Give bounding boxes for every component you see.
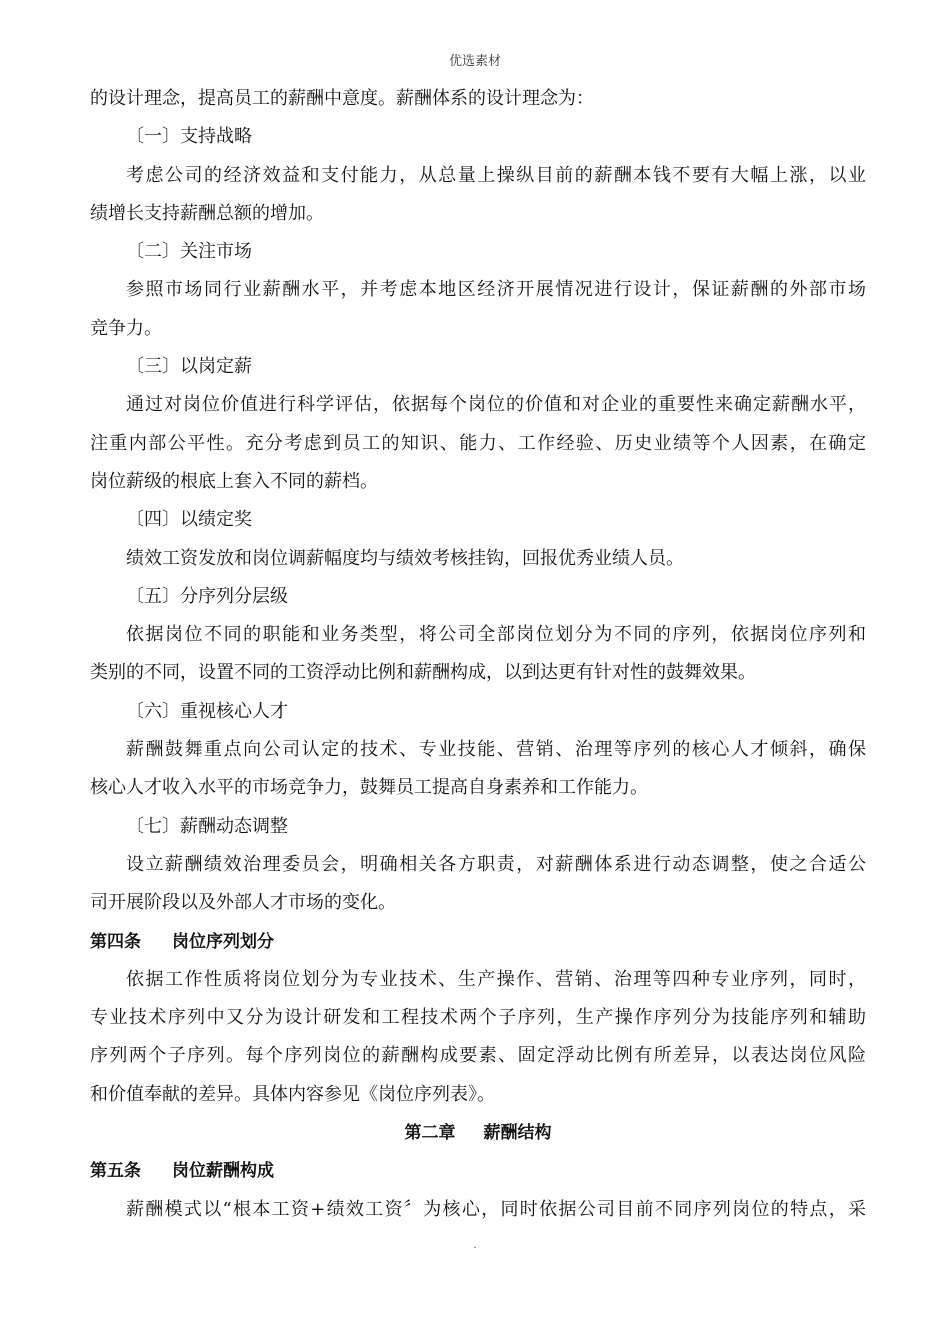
paragraph-line: 依据工作性质将岗位划分为专业技术、生产操作、营销、治理等四种专业序列，同时， [126,968,866,990]
section-heading-3: 〔三〕以岗定薪 [126,356,252,378]
section-heading-6: 〔六〕重视核心人才 [126,700,288,722]
article-number: 第五条 [90,1161,141,1182]
section-heading-4: 〔四〕以绩定奖 [126,509,252,531]
paragraph-line: 核心人才收入水平的市场竞争力，鼓舞员工提高自身素养和工作能力。 [90,777,648,799]
article-title: 岗位薪酬构成 [172,1161,274,1182]
paragraph-line: 薪酬鼓舞重点向公司认定的技术、专业技能、营销、治理等序列的核心人才倾斜，确保 [126,739,866,761]
chapter-title: 薪酬结构 [483,1123,552,1144]
page-header: 优选素材 [448,54,501,69]
paragraph-line: 绩增长支持薪酬总额的增加。 [90,202,324,224]
paragraph-line: 考虑公司的经济效益和支付能力，从总量上操纵目前的薪酬本钱不要有大幅上涨，以业 [126,164,866,186]
paragraph-line: 注重内部公平性。充分考虑到员工的知识、能力、工作经验、历史业绩等个人因素，在确定 [90,432,866,454]
paragraph-line: 竞争力。 [90,317,162,339]
section-heading-1: 〔一〕支持战略 [126,126,252,148]
section-heading-7: 〔七〕薪酬动态调整 [126,815,288,837]
page-footer-mark: . [473,1240,477,1251]
paragraph-line: 和价值奉献的差异。具体内容参见《岗位序列表》。 [90,1083,495,1105]
chapter-number: 第二章 [404,1123,456,1144]
article-number: 第四条 [90,931,141,952]
paragraph-line: 序列两个子序列。每个序列岗位的薪酬构成要素、固定浮动比例有所差异，以表达岗位风险 [90,1045,866,1067]
article-5-heading [90,1152,866,1190]
paragraph-line: 的设计理念，提高员工的薪酬中意度。薪酬体系的设计理念为： [90,88,594,109]
paragraph-line: 司开展阶段以及外部人才市场的变化。 [90,892,396,914]
paragraph-line: 参照市场同行业薪酬水平，并考虑本地区经济开展情况进行设计，保证薪酬的外部市场 [126,279,866,301]
article-title: 岗位序列划分 [172,931,274,952]
paragraph-line: 类别的不同，设置不同的工资浮动比例和薪酬构成，以到达更有针对性的鼓舞效果。 [90,662,756,684]
paragraph-line: 岗位薪级的根底上套入不同的薪档。 [90,470,378,492]
paragraph-line: 薪酬模式以“根本工资+绩效工资〞为核心，同时依据公司目前不同序列岗位的特点，采 [126,1198,866,1220]
paragraph-line: 通过对岗位价值进行科学评估，依据每个岗位的价值和对企业的重要性来确定薪酬水平， [126,394,866,416]
document-body [90,80,866,1229]
chapter-heading [90,1114,866,1152]
paragraph-line: 设立薪酬绩效治理委员会，明确相关各方职责，对薪酬体系进行动态调整，使之合适公 [126,853,866,875]
paragraph-line: 依据岗位不同的职能和业务类型，将公司全部岗位划分为不同的序列，依据岗位序列和 [126,624,866,646]
article-4-heading [90,923,866,961]
section-heading-5: 〔五〕分序列分层级 [126,585,288,607]
section-heading-2: 〔二〕关注市场 [126,241,252,263]
paragraph-line: 绩效工资发放和岗位调薪幅度均与绩效考核挂钩，回报优秀业绩人员。 [126,547,684,569]
paragraph-line: 专业技术序列中又分为设计研发和工程技术两个子序列，生产操作序列分为技能序列和辅助 [90,1007,866,1029]
